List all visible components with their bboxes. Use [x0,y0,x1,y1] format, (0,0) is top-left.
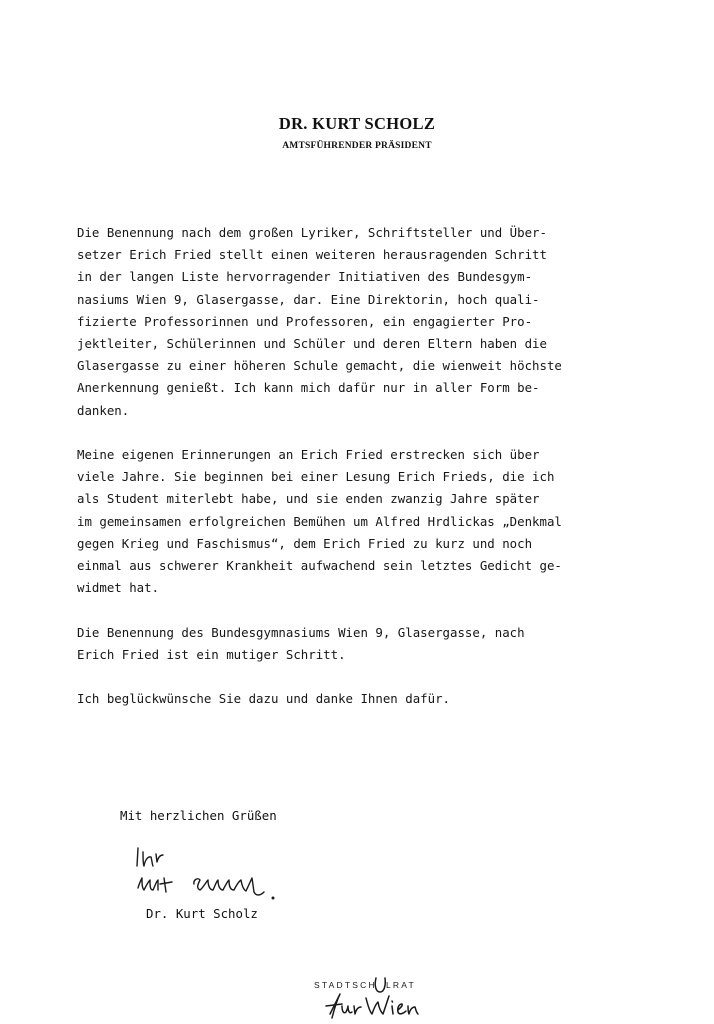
body-text-line: im gemeinsamen erfolgreichen Bemühen um Alfred Hrdlickas „Denkmal [77,513,562,529]
body-paragraph [77,444,637,599]
letter-body [77,222,637,733]
stadtschulrat-logo-stamp [300,968,440,1020]
closing-greeting: Mit herzlichen Grüßen [120,808,277,823]
body-text-line: einmal aus schwerer Krankheit aufwachend sein letztes Gedicht ge- [77,558,562,574]
body-text-line: in der langen Liste hervorragender Initiativen des Bundesgym- [77,269,533,285]
letterhead-title: AMTSFÜHRENDER PRÄSIDENT [282,141,432,151]
body-paragraph [77,222,637,422]
body-text-line: Glasergasse zu einer höheren Schule gemacht, die wienweit höchste [77,358,562,374]
body-text-line: Anerkennung genießt. Ich kann mich dafür nur in aller Form be- [77,380,540,396]
body-text-line: danken. [77,402,130,418]
body-text-line: widmet hat. [77,580,160,596]
signer-name: Dr. Kurt Scholz [146,906,258,921]
body-text-line: gegen Krieg und Faschismus“, dem Erich Fried zu kurz und noch [77,535,533,551]
body-text-line: Die Benennung des Bundesgymnasiums Wien 9, Glasergasse, nach [77,624,525,640]
body-text-line: Die Benennung nach dem großen Lyriker, Schriftsteller und Über- [77,225,547,240]
svg-text:LRAT: LRAT [386,980,416,990]
svg-text:STADTSCH: STADTSCH [314,980,377,990]
body-paragraph [77,688,637,710]
body-text-line: nasiums Wien 9, Glasergasse, dar. Eine Direktorin, hoch quali- [77,291,540,307]
body-text-line: Meine eigenen Erinnerungen an Erich Fried erstrecken sich über [77,447,540,463]
body-text-line: fizierte Professorinnen und Professoren, ein engagierter Pro- [77,313,533,329]
body-text-line: viele Jahre. Sie beginnen bei einer Lesung Erich Frieds, die ich [77,469,555,485]
body-text-line: setzer Erich Fried stellt einen weiteren herausragenden Schritt [77,247,547,263]
body-text-line: Erich Fried ist ein mutiger Schritt. [77,646,346,662]
handwritten-signature [128,840,328,912]
body-paragraph [77,622,637,666]
body-text-line: Ich beglückwünsche Sie dazu und danke Ihnen dafür. [77,691,450,707]
body-text-line: jektleiter, Schülerinnen und Schüler und deren Eltern haben die [77,336,547,352]
body-text-line: als Student miterlebt habe, und sie enden zwanzig Jahre später [77,491,540,507]
letterhead-name: DR. KURT SCHOLZ [278,114,436,133]
letterhead [0,114,714,152]
